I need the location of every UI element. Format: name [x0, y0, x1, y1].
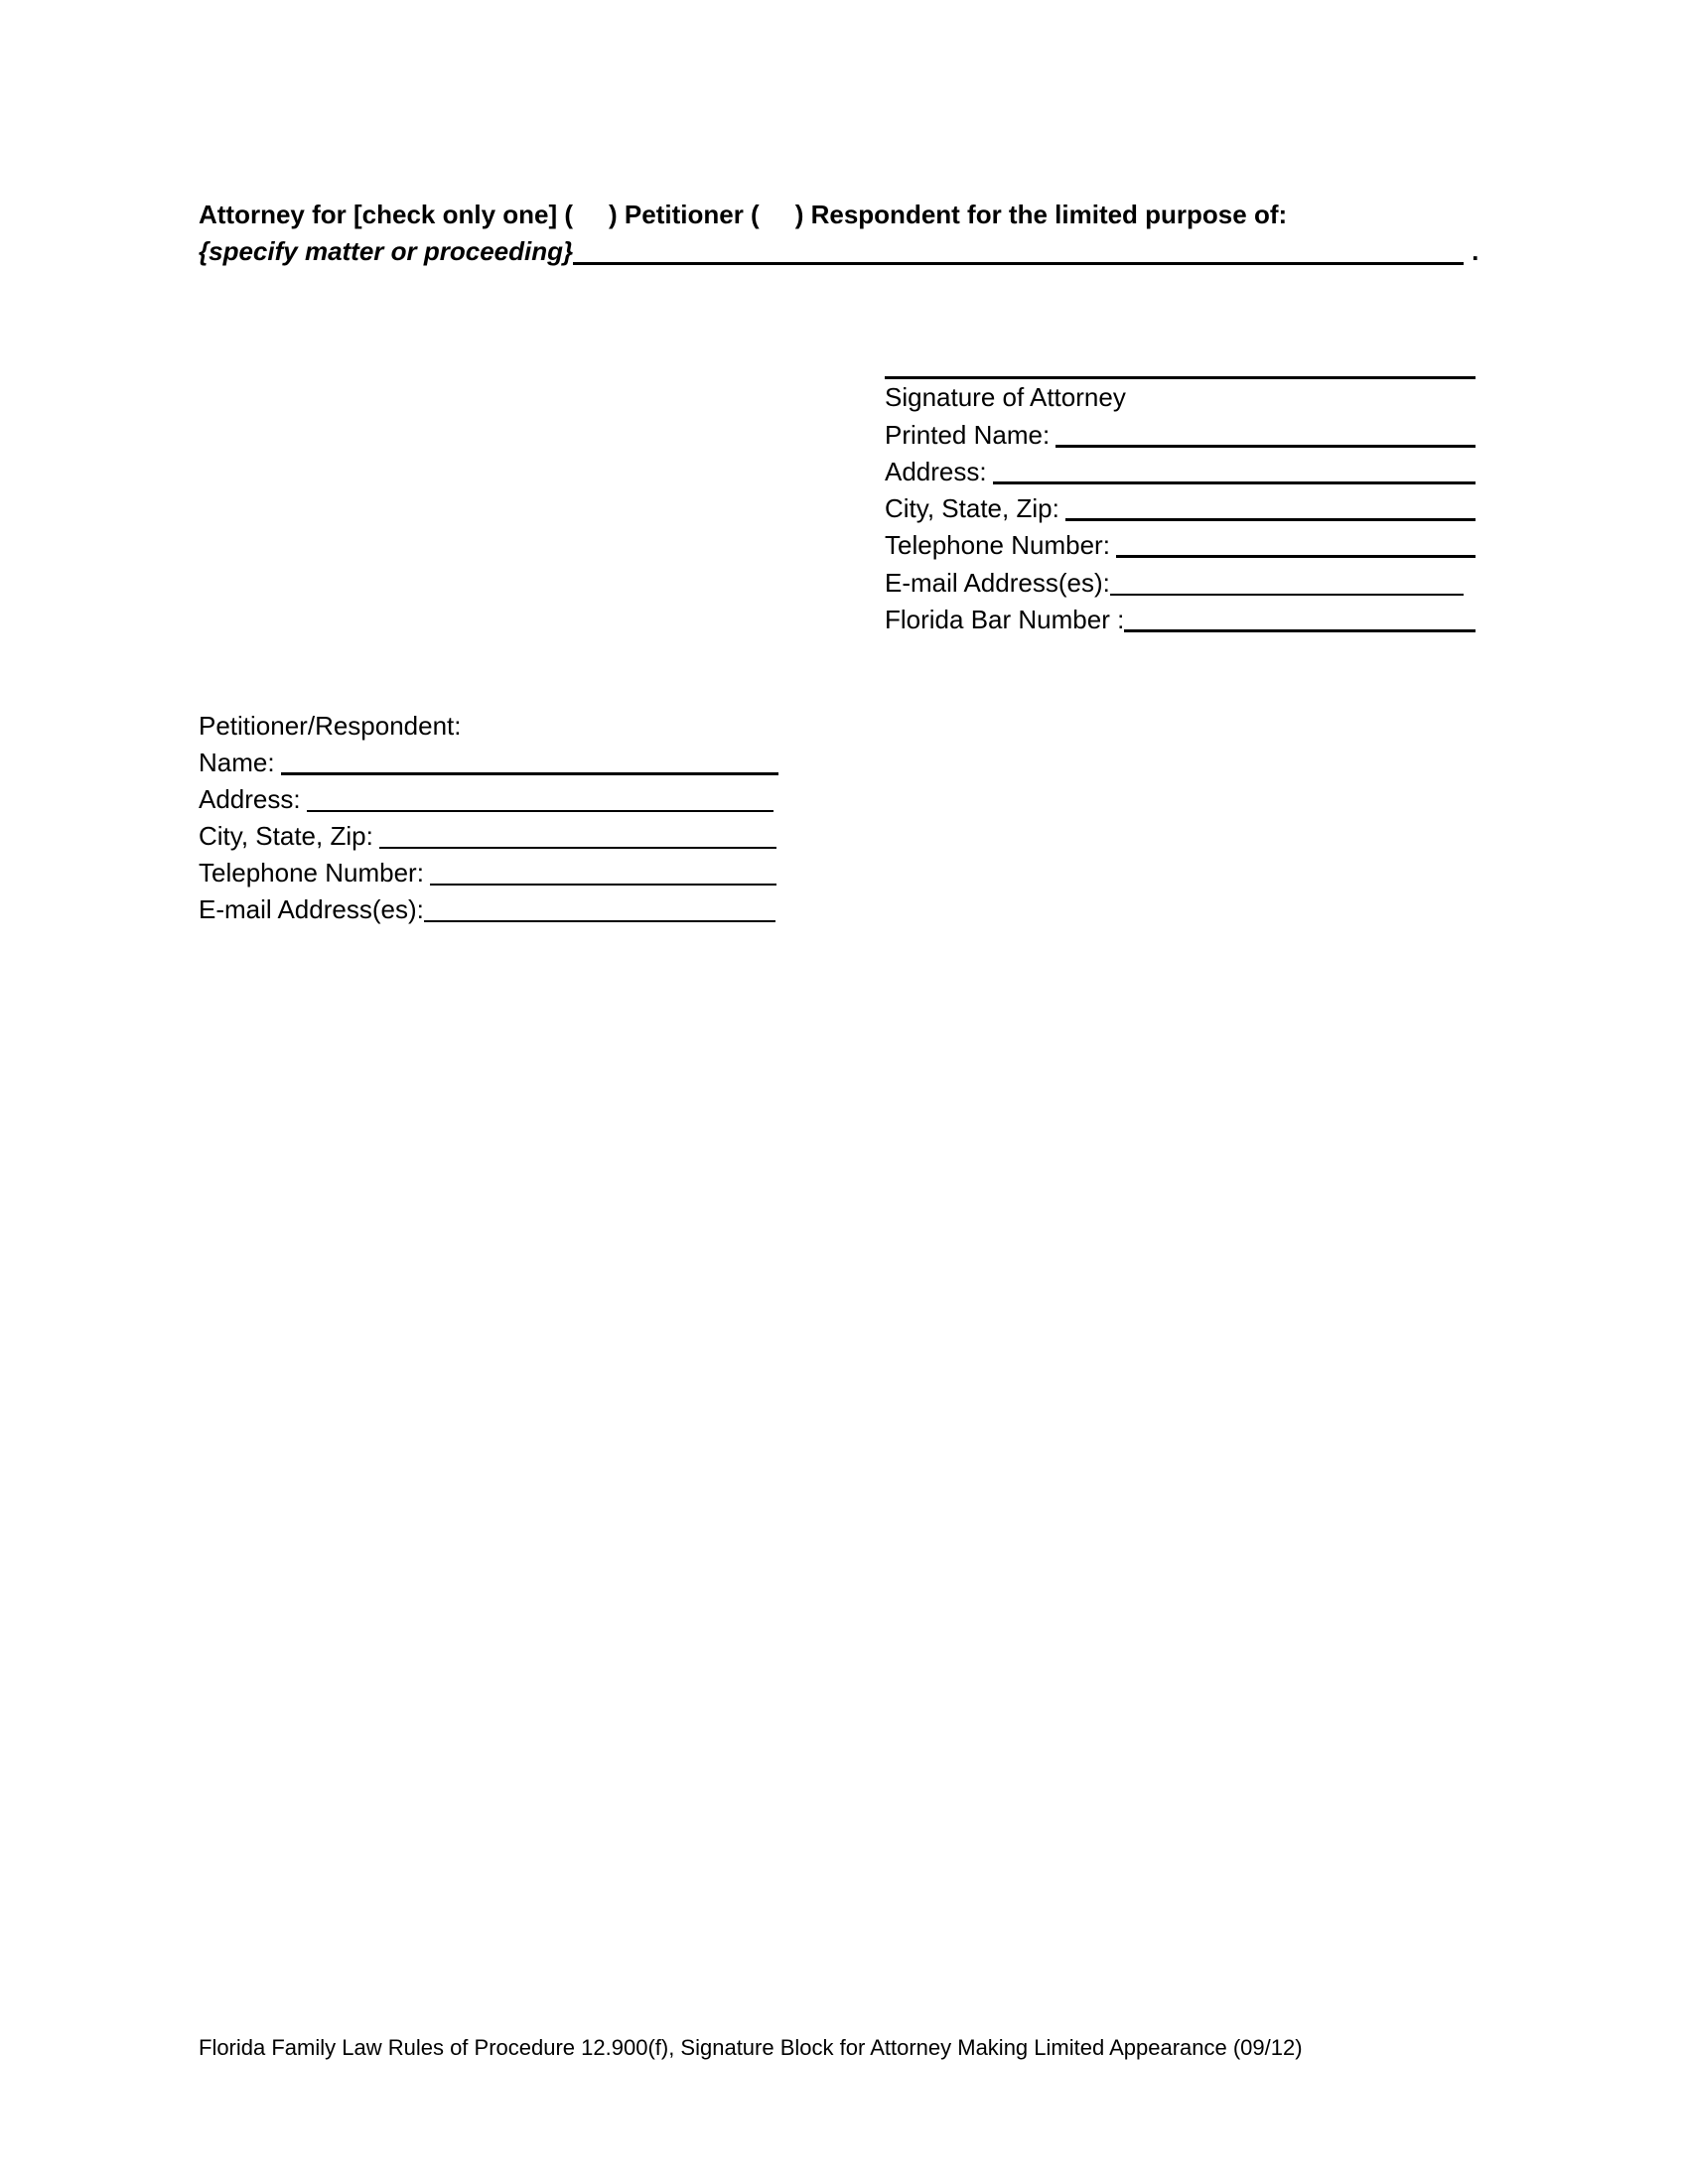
field-label: Telephone Number: [199, 858, 424, 887]
party-address-input[interactable] [307, 810, 774, 812]
party-name-input[interactable] [281, 772, 778, 775]
party-email-field [199, 891, 775, 928]
petitioner-option-label: ) Petitioner ( [609, 200, 760, 229]
matter-input[interactable] [573, 262, 1464, 265]
attorney-email-field [885, 565, 1464, 602]
email-input[interactable] [1110, 594, 1464, 596]
respondent-option-label: ) Respondent for the limited purpose of: [794, 200, 1288, 229]
attorney-for-line [199, 197, 1287, 233]
page-footer: Florida Family Law Rules of Procedure 12.900(f), Signature Block for Attorney Making Limited Appearance (09/12) [199, 2035, 1303, 2060]
attorney-address-field [885, 454, 1476, 490]
field-label: Telephone Number: [885, 530, 1110, 560]
field-label: Florida Bar Number : [885, 605, 1125, 634]
party-name-field [199, 745, 778, 781]
field-label: Name: [199, 748, 275, 777]
florida-bar-number-input[interactable] [1124, 629, 1476, 632]
printed-name-input[interactable] [1055, 445, 1476, 448]
telephone-input[interactable] [1116, 555, 1476, 558]
field-label: E-mail Address(es): [885, 568, 1110, 598]
attorney-florida-bar-field [885, 602, 1476, 638]
signature-of-attorney-label: Signature of Attorney [885, 382, 1126, 412]
field-label: City, State, Zip: [199, 821, 373, 851]
attorney-telephone-field [885, 527, 1476, 564]
party-city-state-zip-input[interactable] [379, 847, 776, 849]
attorney-city-state-zip-field [885, 490, 1476, 527]
field-label: E-mail Address(es): [199, 894, 424, 924]
party-city-state-zip-field [199, 818, 776, 855]
field-label: City, State, Zip: [885, 493, 1059, 523]
field-label: Address: [885, 457, 987, 486]
petitioner-respondent-title: Petitioner/Respondent: [199, 711, 462, 741]
address-input[interactable] [993, 481, 1476, 484]
attorney-printed-name-field [885, 417, 1476, 454]
city-state-zip-input[interactable] [1065, 518, 1476, 521]
party-telephone-input[interactable] [430, 884, 776, 886]
party-telephone-field [199, 855, 776, 891]
attorney-for-label: Attorney for [check only one] ( [199, 200, 574, 229]
field-label: Address: [199, 784, 301, 814]
matter-period: . [1472, 236, 1479, 266]
matter-label: {specify matter or proceeding} [199, 236, 574, 266]
matter-line [199, 233, 1489, 270]
field-label: Printed Name: [885, 420, 1051, 450]
party-address-field [199, 781, 774, 818]
party-email-input[interactable] [424, 920, 775, 922]
